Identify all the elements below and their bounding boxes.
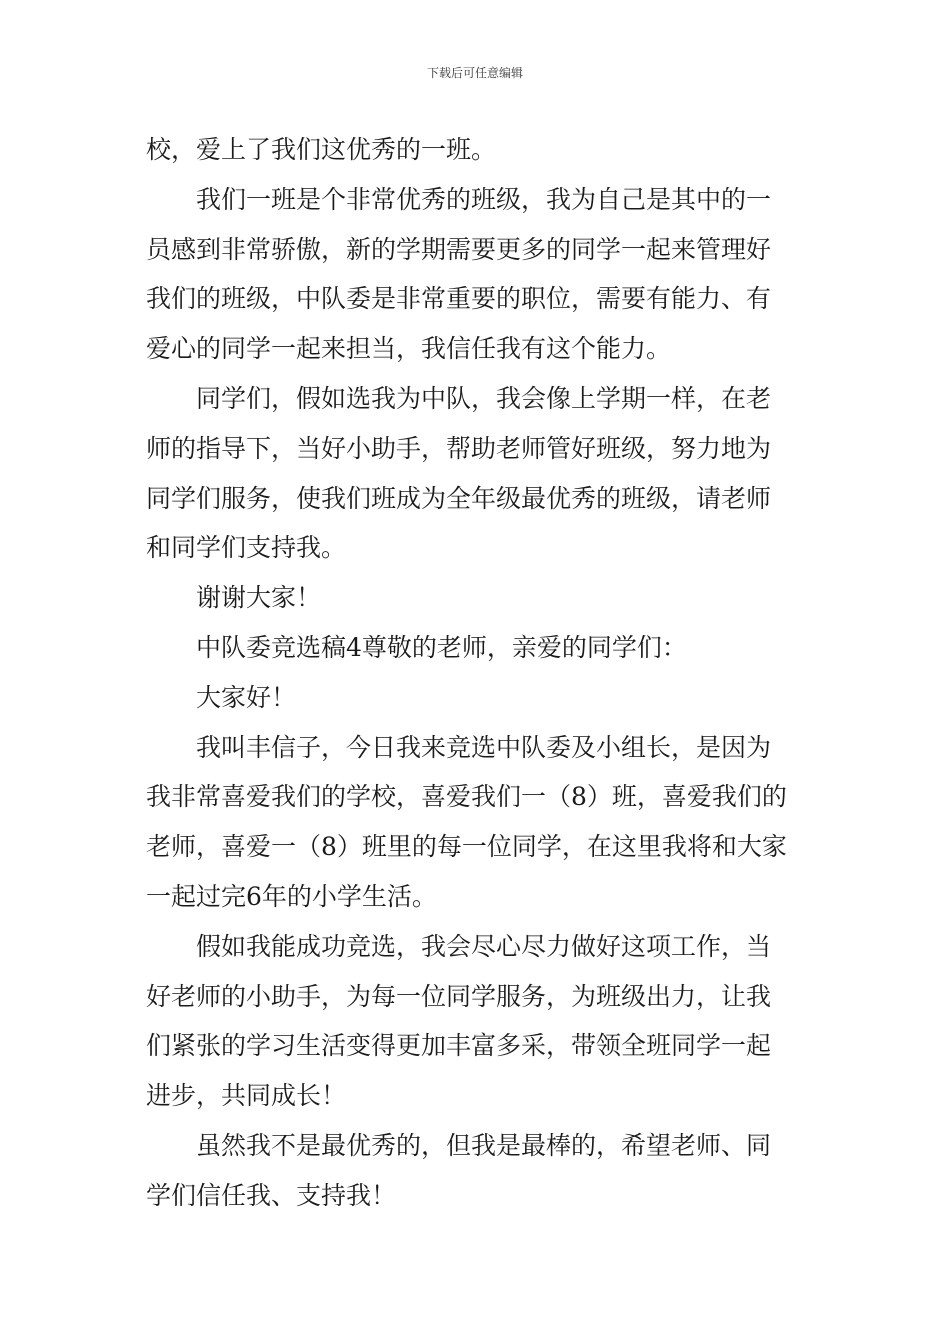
- paragraph-9: [146, 1121, 808, 1221]
- paragraph-6: [146, 673, 808, 723]
- paragraph-line: 和同学们支持我。: [146, 533, 347, 563]
- paragraph-7: [146, 723, 808, 922]
- paragraph-line: 们紧张的学习生活变得更加丰富多采，带领全班同学一起: [146, 1031, 772, 1061]
- paragraph-line: 假如我能成功竞选，我会尽心尽力做好这项工作，当: [196, 931, 772, 961]
- paragraph-2: [146, 175, 808, 374]
- paragraph-line: 爱心的同学一起来担当，我信任我有这个能力。: [146, 334, 672, 364]
- paragraph-line: 我们一班是个非常优秀的班级，我为自己是其中的一: [196, 184, 772, 214]
- paragraph-line: 员感到非常骄傲，新的学期需要更多的同学一起来管理好: [146, 234, 772, 264]
- page-header: 下载后可任意编辑: [426, 66, 523, 80]
- paragraph-line: 我非常喜爱我们的学校，喜爱我们一（8）班，喜爱我们的: [146, 782, 787, 812]
- paragraph-8: [146, 922, 808, 1121]
- paragraph-3: [146, 374, 808, 573]
- paragraph-line: 学们信任我、支持我！: [146, 1180, 397, 1210]
- paragraph-line: 好老师的小助手，为每一位同学服务，为班级出力，让我: [146, 981, 772, 1011]
- paragraph-line: 同学们服务，使我们班成为全年级最优秀的班级，请老师: [146, 483, 772, 513]
- paragraph-line: 谢谢大家！: [196, 583, 322, 613]
- paragraph-line: 老师，喜爱一（8）班里的每一位同学，在这里我将和大家: [146, 832, 787, 862]
- paragraph-line: 校，爱上了我们这优秀的一班。: [146, 135, 497, 164]
- paragraph-line: 师的指导下，当好小助手，帮助老师管好班级，努力地为: [146, 433, 772, 463]
- paragraph-line: 我叫丰信子，今日我来竞选中队委及小组长，是因为: [196, 732, 772, 762]
- paragraph-4: [146, 573, 808, 623]
- paragraph-line: 虽然我不是最优秀的，但我是最棒的，希望老师、同: [196, 1130, 772, 1160]
- paragraph-5: [146, 623, 808, 673]
- paragraph-line: 一起过完6年的小学生活。: [146, 881, 437, 911]
- paragraph-line: 进步，共同成长！: [146, 1081, 347, 1111]
- paragraph-1: [146, 125, 808, 175]
- paragraph-line: 大家好！: [196, 682, 297, 712]
- document-body: [146, 125, 808, 1221]
- paragraph-line: 我们的班级，中队委是非常重要的职位，需要有能力、有: [146, 284, 772, 314]
- paragraph-line: 中队委竞选稿4尊敬的老师，亲爱的同学们：: [196, 632, 687, 662]
- paragraph-line: 同学们，假如选我为中队，我会像上学期一样，在老: [196, 383, 772, 413]
